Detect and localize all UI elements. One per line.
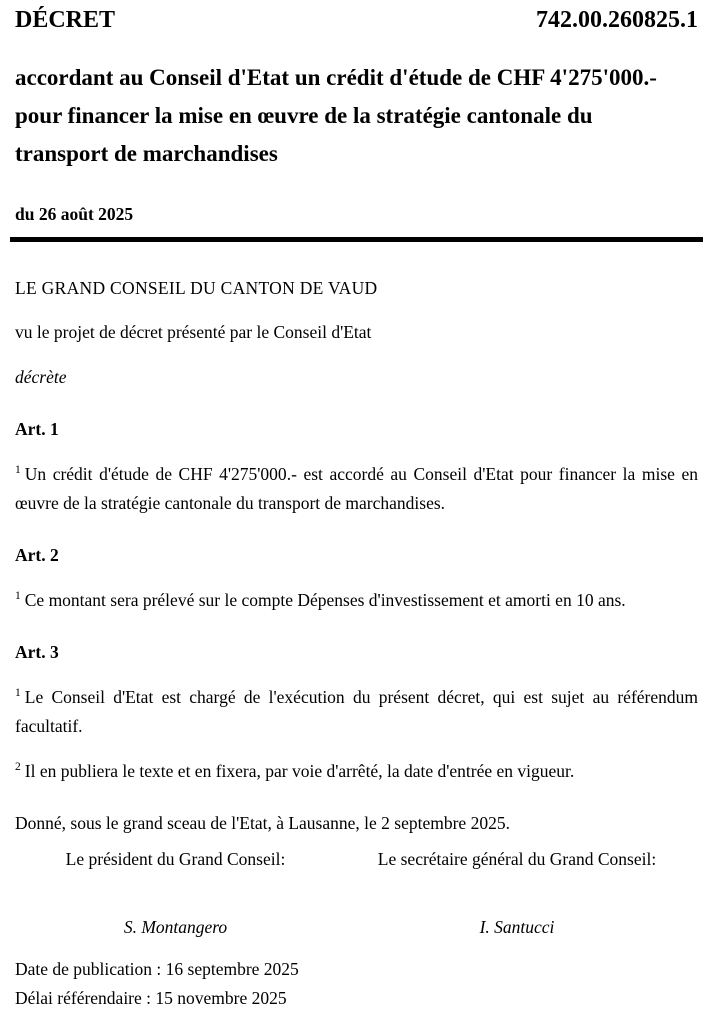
document-reference-number: 742.00.260825.1 (536, 7, 698, 33)
article-1-label: Art. 1 (15, 419, 59, 439)
signature-secretary-role: Le secrétaire général du Grand Conseil: (377, 849, 657, 869)
article-2-paragraph-1 (15, 586, 698, 615)
signature-president-role: Le président du Grand Conseil: (65, 849, 286, 869)
publication-info (15, 955, 698, 1013)
preamble-enacts: décrète (15, 367, 67, 387)
article-3 (15, 638, 698, 786)
article-3-label: Art. 3 (15, 642, 59, 662)
document-body (15, 274, 698, 1013)
article-1-paragraph-1 (15, 460, 698, 518)
document-header (15, 5, 698, 35)
signature-president-name: S. Montangero (123, 917, 228, 937)
signature-secretary (336, 845, 698, 942)
signature-president (15, 845, 336, 942)
article-3-paragraph-2 (15, 757, 698, 786)
closing-statement: Donné, sous le grand sceau de l'Etat, à Lausanne, le 2 septembre 2025. (15, 813, 510, 833)
signature-secretary-name: I. Santucci (479, 917, 555, 937)
paragraph-number: 1 (15, 464, 21, 477)
article-1 (15, 415, 698, 518)
signature-block (15, 845, 698, 942)
document-title: accordant au Conseil d'Etat un crédit d'étude de CHF 4'275'000.- pour financer la mise en œuvre de la stratégie cantonale du transport de marchandises (15, 65, 657, 166)
article-2 (15, 541, 698, 615)
paragraph-text: Le Conseil d'Etat est chargé de l'exécution du présent décret, qui est sujet au référendum facultatif. (15, 687, 698, 736)
preamble-considering: vu le projet de décret présenté par le Conseil d'Etat (15, 322, 372, 342)
document-type-label: DÉCRET (15, 7, 116, 33)
article-3-paragraph-1 (15, 683, 698, 741)
decree-date-line: du 26 août 2025 (15, 204, 134, 224)
paragraph-text: Il en publiera le texte et en fixera, par voie d'arrêté, la date d'entrée en vigueur. (24, 761, 575, 781)
paragraph-text: Ce montant sera prélevé sur le compte Dépenses d'investissement et amorti en 10 ans. (24, 590, 626, 610)
referendum-deadline-line: Délai référendaire : 15 novembre 2025 (15, 988, 287, 1008)
paragraph-number: 1 (15, 687, 21, 700)
paragraph-text: Un crédit d'étude de CHF 4'275'000.- est accordé au Conseil d'Etat pour financer la mise en œuvre de la stratégie cantonale du transport de marchandises. (15, 464, 698, 513)
publication-date-line: Date de publication : 16 septembre 2025 (15, 959, 299, 979)
separator-rule (10, 237, 703, 242)
paragraph-number: 1 (15, 590, 21, 603)
paragraph-number: 2 (15, 761, 21, 774)
article-2-label: Art. 2 (15, 545, 59, 565)
issuing-authority: LE GRAND CONSEIL DU CANTON DE VAUD (15, 278, 378, 298)
